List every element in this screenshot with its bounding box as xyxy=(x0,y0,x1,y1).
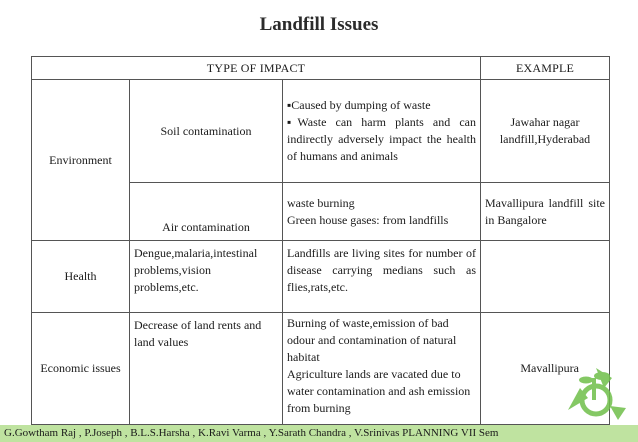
impact-cell: waste burning Green house gases: from landfills xyxy=(283,183,481,241)
footer-credits: G.Gowtham Raj , P.Joseph , B.L.S.Harsha , K.Ravi Varma , Y.Sarath Chandra , V.Srinivas PLANNING VII Sem xyxy=(0,425,638,442)
category-cell: Health xyxy=(32,241,130,313)
subtype-cell: Decrease of land rents and land values xyxy=(130,313,283,425)
subtype-cell: Air contamination xyxy=(130,183,283,241)
table-row xyxy=(32,241,610,313)
example-cell: Mavallipura landfill site in Bangalore xyxy=(481,183,610,241)
impact-cell: Landfills are living sites for number of disease carrying medians such as flies,rats,etc. xyxy=(283,241,481,313)
header-example: EXAMPLE xyxy=(481,57,610,80)
category-cell: Economic issues xyxy=(32,313,130,425)
subtype-cell: Soil contamination xyxy=(130,80,283,183)
landfill-issues-table xyxy=(31,56,610,425)
example-cell xyxy=(481,241,610,313)
impact-cell: ▪Caused by dumping of waste ▪Waste can harm plants and can indirectly adversely impact the health of humans and animals xyxy=(283,80,481,183)
table-row xyxy=(32,313,610,425)
example-cell: Mavallipura xyxy=(481,313,610,425)
recycle-plant-icon xyxy=(558,348,634,428)
header-type-of-impact: TYPE OF IMPACT xyxy=(32,57,481,80)
subtype-cell: Dengue,malaria,intestinal problems,vision problems,etc. xyxy=(130,241,283,313)
table-row xyxy=(32,80,610,183)
category-cell: Environment xyxy=(32,80,130,241)
impact-cell: Burning of waste,emission of bad odour and contamination of natural habitat Agriculture lands are vacated due to water contamination and ash emission from burning xyxy=(283,313,481,425)
table-header-row xyxy=(32,57,610,80)
example-cell: Jawahar nagar landfill,Hyderabad xyxy=(481,80,610,183)
page-title: Landfill Issues xyxy=(259,14,379,35)
